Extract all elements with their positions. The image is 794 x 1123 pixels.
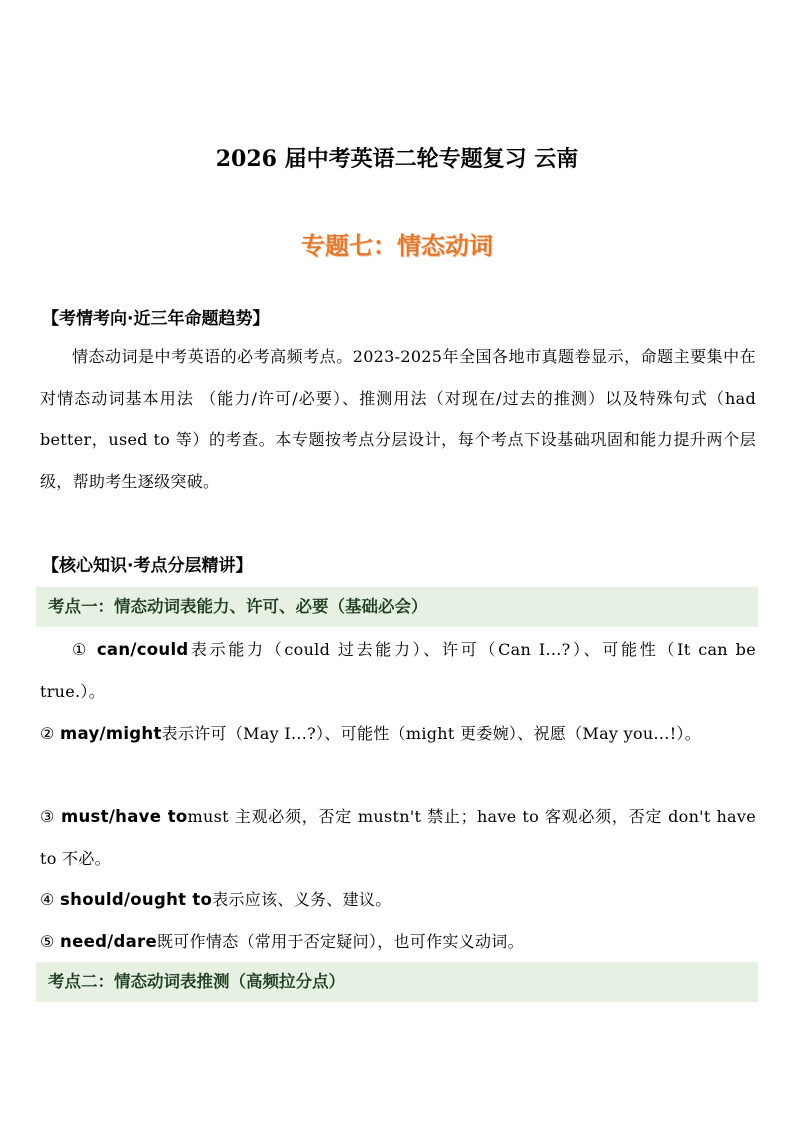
point1-title: 考点一：情态动词表能力、许可、必要（基础必会）	[48, 597, 428, 616]
item-text: 表示应该、义务、建议。	[212, 890, 392, 909]
item-text: 表示许可（May I...?）、可能性（might 更委婉）、祝愿（May you...!）。	[161, 724, 702, 743]
list-item	[40, 879, 756, 921]
item-text: must 主观必须，否定 mustn't 禁止；have to 客观必须，否定 don't have to 不必。	[40, 807, 756, 868]
list-item	[40, 713, 756, 755]
item-keyword: need/dare	[60, 932, 157, 951]
item-marker: ④	[40, 890, 55, 909]
item-text: 表示能力（could 过去能力）、许可（Can I...?）、可能性（It can be true.）。	[40, 640, 756, 701]
list-item	[40, 629, 756, 712]
intro-heading: 【考情考向·近三年命题趋势】	[42, 309, 270, 329]
item-keyword: must/have to	[60, 807, 188, 826]
item-text: 既可作情态（常用于否定疑问），也可作实义动词。	[157, 932, 524, 951]
list-item	[40, 921, 756, 963]
list-item	[40, 796, 756, 879]
item-keyword: should/ought to	[60, 890, 213, 909]
page-title: 2026 届中考英语二轮专题复习 云南	[215, 146, 579, 172]
point1-band	[36, 587, 758, 627]
point2-band	[36, 962, 758, 1002]
item-marker: ⑤	[40, 932, 55, 951]
item-marker: ③	[40, 807, 56, 826]
intro-paragraph: 情态动词是中考英语的必考高频考点。2023-2025年全国各地市真题卷显示，命题主要集中在对情态动词基本用法 （能力/许可/必要）、推测用法（对现在/过去的推测）以及特殊句式（had better，used to 等）的考查。本专题按考点分层设计，每个考点下设基础巩固和能力提升两个层级，帮助考生逐级突破。	[40, 347, 756, 491]
item-keyword: can/could	[96, 640, 189, 659]
point2-title: 考点二：情态动词表推测（高频拉分点）	[48, 972, 345, 991]
item-marker: ①	[72, 640, 90, 659]
topic-title: 专题七：情态动词	[301, 231, 493, 260]
item-keyword: may/might	[60, 724, 162, 743]
core-heading: 【核心知识·考点分层精讲】	[42, 556, 253, 576]
item-marker: ②	[40, 724, 55, 743]
